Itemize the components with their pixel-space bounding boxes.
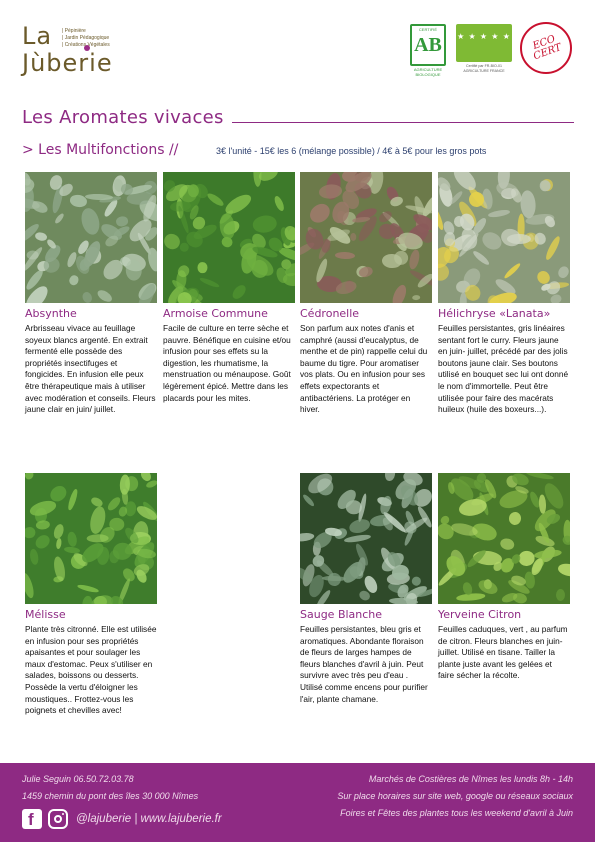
plant-card	[300, 473, 432, 705]
plant-description: Plante très citronné. Elle est utilisée en infusion pour ses propriétés apaisantes et pour soulager les maux d'estomac. Peux s'utiliser en salades, boissons ou desserts. Possède la vertu d'éloigner les moustiques.. Frottez-vous les poignets et chevilles avec!	[25, 624, 157, 716]
leaf-blob	[526, 473, 555, 481]
plant-photo	[438, 172, 570, 303]
leaf-blob	[179, 243, 188, 253]
leaf-blob	[94, 596, 107, 604]
plant-name: Cédronelle	[300, 307, 360, 320]
ecocert-text: ECO CERT	[531, 33, 564, 63]
ab-badge-main: AB	[414, 34, 442, 56]
leaf-blob	[54, 212, 66, 225]
leaf-blob	[306, 200, 333, 227]
leaf-blob	[33, 532, 52, 551]
plant-photo	[438, 473, 570, 604]
ab-badge-top: CERTIFIÉ	[418, 27, 438, 32]
leaf-blob	[253, 172, 262, 186]
schedule-line: Sur place horaires sur site web, google ou réseaux sociaux	[337, 791, 573, 801]
price-info: 3€ l'unité - 15€ les 6 (mélange possible) / 4€ à 5€ pour les gros pots	[216, 146, 487, 156]
plant-description: Feuilles persistantes, bleu gris et aromatiques. Abondante floraison de fleurs de larges hampes de fleurs blanches d'avril à juin. Peut survivre avec très peu d'eau . Utilisé comme encens pour purifier l'air, plante chamane.	[300, 624, 428, 704]
plant-name: Absynthe	[25, 307, 77, 320]
contact-address: 1459 chemin du pont des îles 30 000 Nîmes	[22, 791, 199, 801]
eu-leaf-icon	[456, 24, 512, 62]
footer-contact	[22, 771, 198, 805]
leaf-blob	[198, 262, 208, 274]
leaf-blob	[509, 186, 523, 203]
ab-certification-badge	[410, 24, 446, 76]
leaf-blob	[318, 184, 342, 200]
plant-name: Yerveine Citron	[438, 608, 522, 621]
plant-card	[438, 172, 570, 416]
schedule-line: Marchés de Costières de Nîmes les lundis 8h - 14h	[368, 774, 573, 784]
leaf-blob	[84, 193, 113, 200]
footer-social	[22, 808, 222, 830]
eu-organic-badge	[456, 24, 512, 76]
logo-tagline: | Pépinière	[62, 28, 86, 34]
leaf-blob	[206, 192, 225, 208]
leaf-blob	[479, 229, 504, 253]
plant-photo	[25, 172, 157, 303]
leaf-blob	[556, 589, 565, 601]
plant-card	[438, 473, 570, 682]
leaf-blob	[25, 527, 36, 540]
plant-card	[163, 172, 295, 404]
leaf-blob	[135, 503, 157, 522]
plant-card	[25, 172, 157, 416]
section-subtitle: > Les Multifonctions //	[22, 142, 179, 158]
leaf-blob	[96, 287, 115, 303]
leaf-blob	[348, 517, 372, 535]
footer-schedule	[337, 771, 573, 822]
plant-description: Facile de culture en terre sèche et pauvre. Bénéfique en cuisine et/ou infusion pour ses effets su la digestion, les rhumatisme, la menstruation ou ménaupose. Goût légèrement épicé. Mettre dans les placards pour les mites.	[163, 323, 291, 403]
leaf-blob	[543, 214, 557, 229]
plant-description: Arbrisseau vivace au feuillage soyeux blancs argenté. En extrait fermenté elle possède des propriétés insectifuges et fongicides. En infusion elle peux être thérapeutique mais à utiliser avec modération et conseils. Fleurs jaune clair en juin/ juillet.	[25, 323, 156, 415]
leaf-blob	[77, 584, 99, 595]
leaf-blob	[118, 505, 128, 517]
plant-photo	[300, 473, 432, 604]
plant-photo	[300, 172, 432, 303]
logo-tagline: | Jardin Pédagogique	[62, 35, 110, 41]
header	[0, 0, 595, 100]
leaf-blob	[82, 595, 94, 604]
logo[interactable]	[22, 22, 132, 82]
leaf-blob	[549, 293, 562, 303]
leaf-blob	[67, 531, 78, 547]
logo-taglines	[62, 28, 110, 49]
leaf-blob	[384, 473, 396, 482]
schedule-line: Foires et Fêtes des plantes tous les weekend d'avril à Juin	[340, 808, 573, 818]
leaf-blob	[344, 533, 372, 543]
leaf-blob	[198, 276, 219, 289]
title-divider	[232, 122, 574, 123]
leaf-blob	[25, 572, 35, 599]
leaf-blob	[63, 546, 79, 554]
leaf-blob	[390, 283, 409, 303]
logo-tagline: | Créations Végétales	[62, 42, 110, 48]
plant-description: Feuilles persistantes, gris linéaires sentant fort le curry. Fleurs jaune en juin- juillet, précédé par des jolis boutons jaune clair. Ses boutons utilisé en bouquet sec lui ont donné le nom d'immortelle. Peut être utilisée pour faire des macérats huileux (huile des boxeurs...).	[438, 323, 569, 415]
leaf-blob	[458, 497, 489, 519]
eu-badge-caption: Certifié par FR-BIO-01 AGRICULTURE FRANCE	[463, 64, 505, 73]
leaf-blob	[302, 493, 316, 508]
contact-name-phone[interactable]: Julie Seguin 06.50.72.03.78	[22, 774, 134, 784]
leaf-blob	[503, 261, 522, 279]
leaf-blob	[556, 264, 570, 280]
leaf-blob	[125, 259, 142, 280]
leaf-blob	[90, 495, 104, 507]
leaf-blob	[411, 295, 420, 301]
leaf-blob	[79, 206, 102, 236]
leaf-blob	[561, 534, 570, 546]
leaf-blob	[488, 291, 518, 303]
plant-name: Sauge Blanche	[300, 608, 383, 621]
plant-name: Hélichryse «Lanata»	[438, 307, 551, 320]
page-title: Les Aromates vivaces	[22, 107, 224, 128]
leaf-blob	[252, 215, 278, 235]
eu-stars: ★ ★ ★ ★ ★	[457, 32, 511, 41]
plant-card	[25, 473, 157, 717]
social-handle-website[interactable]: @lajuberie | www.lajuberie.fr	[76, 813, 222, 825]
leaf-blob	[230, 283, 249, 302]
plant-photo	[163, 172, 295, 303]
ab-badge-bottom: AGRICULTURE BIOLOGIQUE	[413, 67, 443, 77]
plant-description: Feuilles caduques, vert , au parfum de citron. Fleurs blanches en juin- juillet. Utilisé en tisane. Tailler la plante juste avant les gelées et faire sécher la récolte.	[438, 624, 568, 681]
leaf-blob	[472, 249, 492, 267]
instagram-icon[interactable]	[48, 809, 68, 829]
leaf-blob	[320, 238, 331, 253]
leaf-blob	[67, 489, 79, 512]
plant-name: Mélisse	[25, 608, 66, 621]
plant-card	[300, 172, 432, 416]
leaf-blob	[25, 473, 35, 481]
leaf-blob	[68, 274, 80, 287]
plant-description: Son parfum aux notes d'anis et camphré (aussi d'eucalyptus, de menthe et de pin) rappelle celui du baume du tigre. Pour aromatiser vos plats. Ou en infusion pour ses effets expectorants et antibactériens. La protéger en hiver.	[300, 323, 428, 415]
leaf-blob	[35, 519, 50, 530]
leaf-blob	[499, 537, 515, 551]
leaf-blob	[443, 231, 456, 246]
leaf-blob	[538, 495, 546, 515]
leaf-blob	[335, 251, 356, 259]
leaf-blob	[557, 562, 570, 578]
leaf-blob	[273, 195, 286, 213]
leaf-blob	[55, 538, 62, 550]
facebook-icon[interactable]: f	[22, 809, 42, 829]
plant-photo	[25, 473, 157, 604]
leaf-blob	[508, 511, 522, 525]
leaf-blob	[544, 235, 562, 261]
leaf-blob	[488, 209, 511, 218]
logo-bottom-text: Jùberie	[22, 49, 113, 77]
leaf-blob	[81, 291, 93, 303]
leaf-blob	[408, 249, 422, 271]
ecocert-badge	[520, 22, 572, 74]
plant-name: Armoise Commune	[163, 307, 268, 320]
leaf-blob	[29, 549, 40, 566]
footer	[0, 763, 595, 842]
logo-top-text: La	[22, 22, 53, 50]
leaf-blob	[350, 233, 357, 242]
